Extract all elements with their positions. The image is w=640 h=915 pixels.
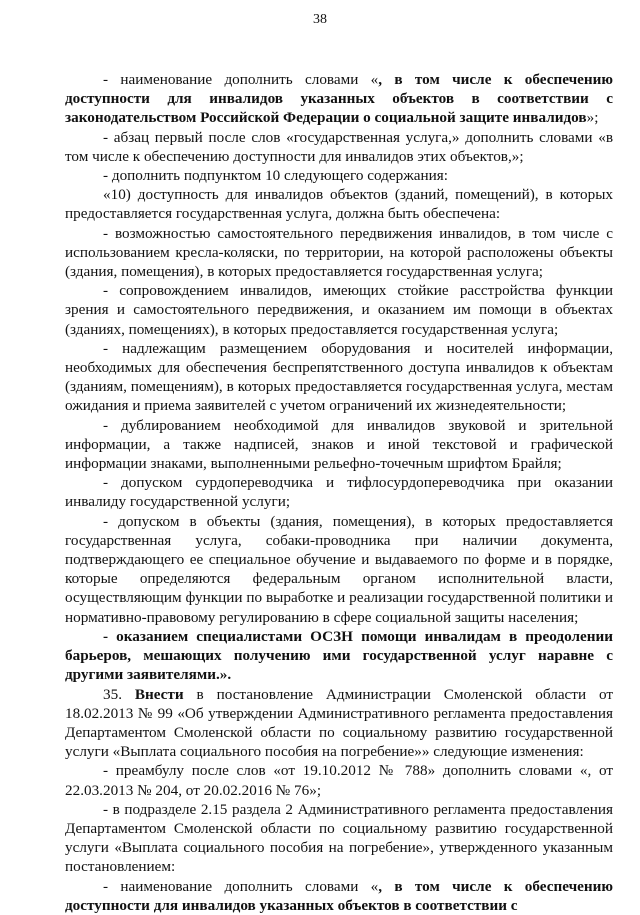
text: - в подразделе 2.15 раздела 2 Административного регламента предоставления Департаментом Смоленской области по социальному развитию государственной услуги «Выплата социального пособия на погребение», утвержденного указанным постановлением:	[65, 800, 613, 876]
paragraph	[65, 128, 613, 166]
paragraph	[65, 416, 613, 474]
bold-text: , в том числе к обеспечению доступности для инвалидов указанных объектов в соответствии с законодательством Российской Федерации о социальной защите инвалидов	[65, 71, 613, 127]
bold-text: , в том числе к обеспечению доступности для инвалидов указанных объектов в соответствии с	[65, 877, 613, 914]
bold-text: - оказанием специалистами ОСЗН помощи инвалидам в преодолении барьеров, мешающих получению ими государственной услуг наравне с другими заявителями.».	[65, 627, 613, 684]
paragraph	[65, 800, 613, 877]
paragraph	[65, 877, 613, 915]
text: - наименование дополнить словами «	[103, 71, 379, 88]
text: - допуском сурдопереводчика и тифлосурдопереводчика при оказании инвалиду государственной услуги;	[65, 474, 613, 511]
paragraph	[65, 281, 613, 339]
text: 35.	[103, 685, 135, 703]
paragraph	[65, 761, 613, 799]
paragraph	[65, 339, 613, 416]
text: - преамбулу после слов «от 19.10.2012 № 788» дополнить словами «, от 22.03.2013 № 204, от 20.02.2016 № 76»;	[65, 762, 613, 799]
paragraph	[65, 224, 613, 282]
bold-text: Внести	[134, 685, 184, 703]
text: «10) доступность для инвалидов объектов (зданий, помещений), в которых предоставляется государственная услуга, должна быть обеспечена:	[65, 186, 613, 223]
paragraph	[65, 627, 613, 685]
text: - наименование дополнить словами «	[103, 877, 379, 895]
text: - надлежащим размещением оборудования и носителей информации, необходимых для обеспечения беспрепятственного доступа инвалидов к объектам (зданиям, помещениям), в которых предоставляется государственная услуга, местам ожидания и приема заявителей с учетом ограничений их жизнедеятельности;	[65, 339, 613, 415]
text: - возможностью самостоятельного передвижения инвалидов, в том числе с использованием кресла-коляски, по территории, на которой расположены объекты (здания, помещения), в которых предоставляется государственная услуга;	[65, 224, 613, 281]
text: - дублированием необходимой для инвалидов звуковой и зрительной информации, а также надписей, знаков и иной текстовой и графической информации знаками, выполненными рельефно-точечным шрифтом Брайля;	[65, 416, 613, 473]
paragraph	[65, 685, 613, 762]
paragraph	[65, 473, 613, 511]
page-number: 38	[313, 12, 327, 27]
paragraph	[65, 512, 613, 627]
text: »;	[586, 109, 599, 127]
document-body	[65, 70, 613, 915]
text: - сопровождением инвалидов, имеющих стойкие расстройства функции зрения и самостоятельного передвижения, и оказанием им помощи в объектах (зданиях, помещениях), в которых предоставляется государственная услуга;	[65, 282, 613, 338]
paragraph	[65, 70, 613, 128]
text: в постановление Администрации Смоленской области от 18.02.2013 № 99 «Об утверждении Административного регламента предоставления Департаментом Смоленской области по социальному развитию государственной услуги «Выплата социального пособия на погребение»» следующие изменения:	[65, 685, 613, 761]
paragraph	[65, 185, 613, 223]
text: - допуском в объекты (здания, помещения), в которых предоставляется государственная услуга, собаки-проводника при наличии документа, подтверждающего ее специальное обучение и выдаваемого по форме и в порядке, которые определяются федеральным органом исполнительной власти, осуществляющим функции по выработке и реализации государственной политики и нормативно-правовому регулированию в сфере социальной защиты населения;	[65, 512, 613, 626]
text: - дополнить подпунктом 10 следующего содержания:	[103, 167, 448, 185]
paragraph	[65, 166, 613, 185]
text: - абзац первый после слов «государственная услуга,» дополнить словами «в том числе к обеспечению доступности для инвалидов этих объектов,»;	[65, 128, 613, 165]
